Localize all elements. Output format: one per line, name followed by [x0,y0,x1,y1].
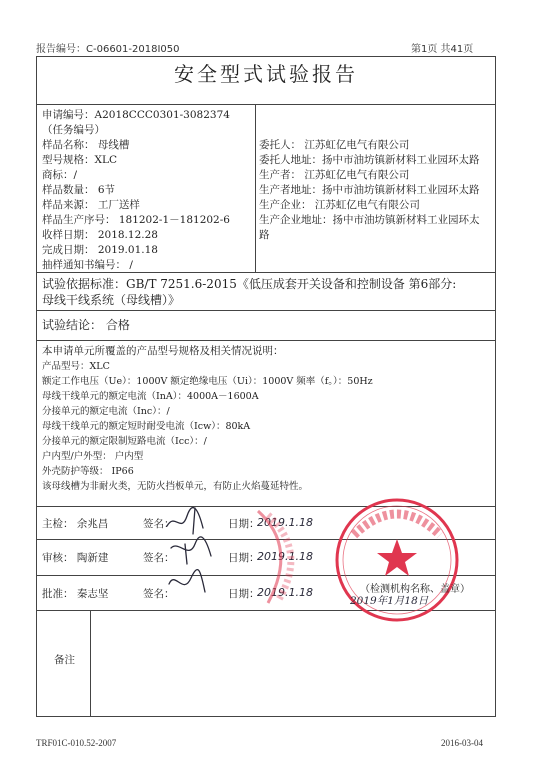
handwritten-date: 2019.1.18 [257,516,313,529]
divider [36,310,496,311]
test-standard-line2: 母线干线系统（母线槽）》 [42,293,181,307]
sampling-notice-number: 抽样通知书编号： / [42,259,133,271]
handwritten-date: 2019.1.18 [257,550,313,563]
inspector: 主检： 余兆昌 [42,518,109,530]
description-line: 母线干线单元的额定短时耐受电流（Icw）：80kA [42,421,251,432]
description-line: 户内型/户外型： 户内型 [42,451,144,462]
applicant-address: 委托人地址：扬中市油坊镇新材料工业园环太路 [259,154,480,166]
date-label: 日期： [228,552,260,564]
sign-label: 签名： [143,518,175,530]
description-line: 分接单元的额定限制短路电流（Icc）：/ [42,436,207,447]
sample-source: 样品来源： 工厂送样 [42,199,140,211]
description-intro: 本申请单元所覆盖的产品型号规格及相关情况说明： [42,345,284,357]
test-conclusion: 试验结论： 合格 [42,318,130,332]
application-number: 申请编号：A2018CCC0301-3082374 [42,109,230,121]
remarks-label: 备注 [54,654,75,666]
divider [36,340,496,341]
factory-address: 生产企业地址：扬中市油坊镇新材料工业园环太 [259,214,480,226]
seal-date: 2019年1月18日 [350,595,429,607]
form-number: TRF01C-010.52-2007 [36,738,117,748]
report-number: 报告编号：C-06601-2018I050 [36,44,180,55]
description-line: 外壳防护等级： IP66 [42,466,134,477]
model-spec: 型号规格：XLC [42,154,117,166]
page-info: 第1页 共41页 [411,44,474,55]
producer: 生产者： 江苏虹亿电气有限公司 [259,169,410,181]
trademark: 商标：/ [42,169,78,181]
factory-address-continued: 路 [259,229,270,241]
column-divider [255,104,256,272]
sign-label: 签名： [143,588,175,600]
description-line: 分接单元的额定电流（Inc）：/ [42,406,170,417]
sign-label: 签名： [143,552,175,564]
description-line: 额定工作电压（Ue）：1000V 额定绝缘电压（Ui）：1000V 频率（f。）：50Hz [42,376,373,387]
description-line: 母线干线单元的额定电流（InA）：4000A－1600A [42,391,259,402]
seal-note: （检测机构名称、盖章） [360,584,470,595]
completed-date: 完成日期： 2019.01.18 [42,244,158,256]
sample-name: 样品名称： 母线槽 [42,139,130,151]
divider [36,104,496,105]
test-standard-line1: 试验依据标准：GB/T 7251.6-2015《低压成套开关设备和控制设备 第6部分: [42,277,457,291]
date-label: 日期： [228,588,260,600]
handwritten-date: 2019.1.18 [257,586,313,599]
date-label: 日期： [228,518,260,530]
reviewer: 审核： 陶新建 [42,552,109,564]
sample-serial: 样品生产序号： 181202-1－181202-6 [42,214,230,226]
received-date: 收样日期： 2018.12.28 [42,229,158,241]
sample-quantity: 样品数量： 6节 [42,184,116,196]
column-divider [90,610,91,716]
task-number: （任务编号） [42,124,105,136]
description-line: 产品型号：XLC [42,361,110,372]
seal-partial [238,507,318,607]
producer-address: 生产者地址：扬中市油坊镇新材料工业园环太路 [259,184,480,196]
approver: 批准： 秦志坚 [42,588,109,600]
description-line: 该母线槽为非耐火类，无防火挡板单元，有防止火焰蔓延特性。 [42,481,309,492]
factory: 生产企业： 江苏虹亿电气有限公司 [259,199,420,211]
report-title: 安全型式试验报告 [174,62,358,86]
applicant: 委托人： 江苏虹亿电气有限公司 [259,139,410,151]
form-date: 2016-03-04 [441,738,483,748]
